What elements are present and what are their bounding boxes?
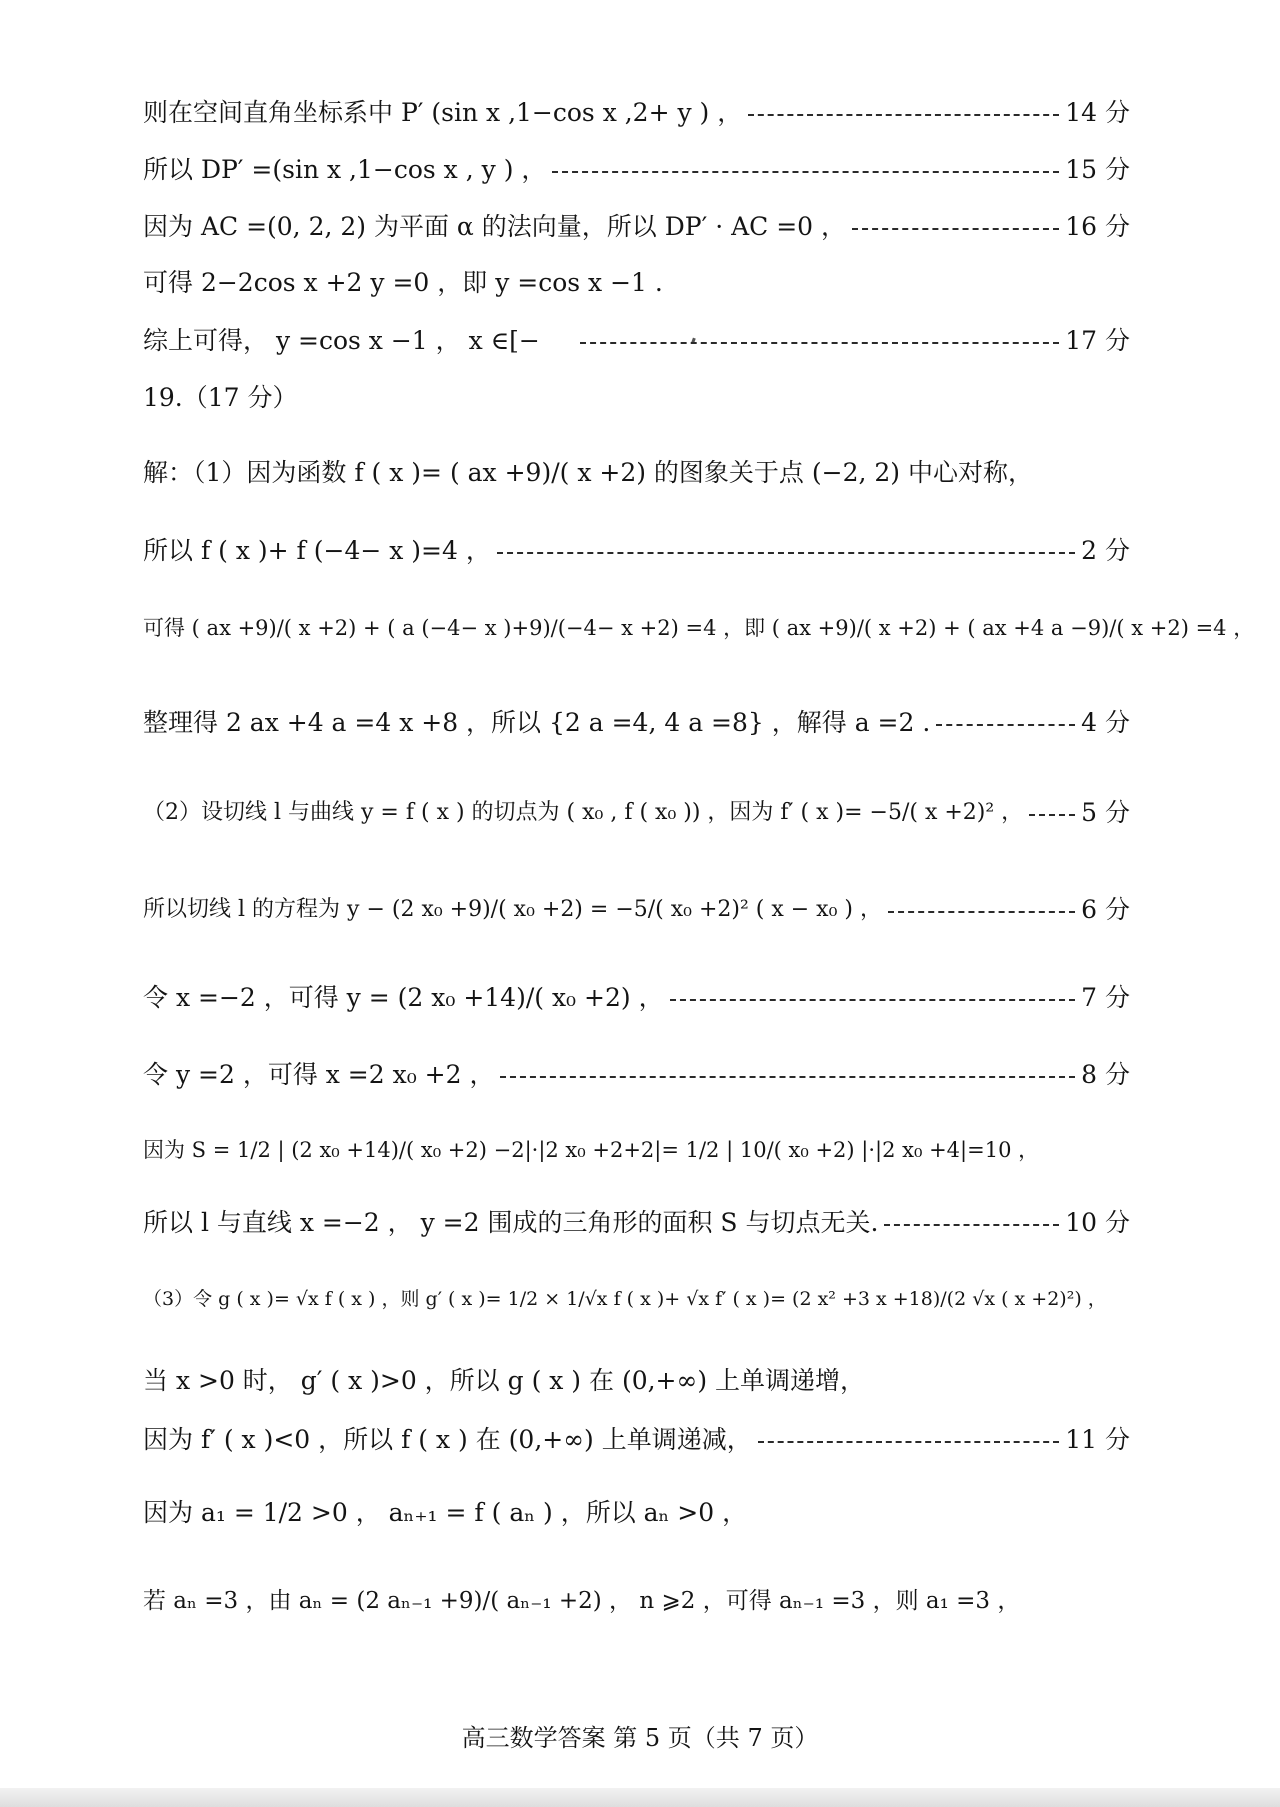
solution-line-13 [143,1062,1130,1087]
score-mark: 10 分 [1065,1208,1130,1237]
dotted-leader [497,552,1075,554]
line-text: 若 aₙ =3 ，由 aₙ = (2 aₙ₋₁ +9)/( aₙ₋₁ +2) ， n ⩾2 ，可得 aₙ₋₁ =3 ，则 a₁ =3 ， [143,1588,1021,1614]
line-text: 则在空间直角坐标系中 P′ (sin x ,1−cos x ,2+ y ) ， [143,98,743,127]
score-mark: 2 分 [1081,536,1130,565]
solution-line-part2 [143,800,1130,825]
solution-line-3 [143,214,1130,239]
solution-line-4 [143,270,663,295]
solution-line-14 [143,1140,1039,1161]
score-mark: 8 分 [1081,1060,1130,1089]
line-text: 解：（1）因为函数 f ( x )= ( ax +9)/( x +2) 的图象关于点 (−2, 2) 中心对称， [143,458,1033,487]
line-text: 当 x >0 时， g′ ( x )>0 ，所以 g ( x ) 在 (0,+∞) 上单调递增， [143,1366,866,1395]
score-mark: 4 分 [1081,708,1130,737]
score-mark: 15 分 [1065,155,1130,184]
line-text: 所以 l 与直线 x =−2 ， y =2 围成的三角形的面积 S 与切点无关. [143,1208,879,1237]
solution-line-18 [143,1427,1130,1452]
dotted-leader [552,171,1059,173]
dotted-leader [758,1441,1059,1443]
solution-line-2 [143,157,1130,182]
line-text: 综上可得， y =cos x −1 ， x ∈[− [143,326,540,355]
line-text: 可得 ( ax +9)/( x +2) + ( a (−4− x )+9)/(−4− x +2) =4 ，即 ( ax +9)/( x +2) + ( ax +4 a −9)/( x +2) =4 ， [143,616,1255,640]
dotted-leader [884,1224,1059,1226]
score-mark: 7 分 [1081,983,1130,1012]
line-text: 所以 DP′ =(sin x ,1−cos x , y ) ， [143,155,547,184]
line-text: （3）令 g ( x )= √x f ( x ) ，则 g′ ( x )= 1/2 × 1/√x f ( x )+ √x f′ ( x )= (2 x² +3 x +18)/(2 √x ( x +2)²) ， [143,1288,1107,1310]
scan-edge [0,1788,1280,1807]
solution-line-part3 [143,1290,1107,1309]
line-text: 因为 S = 1/2 | (2 x₀ +14)/( x₀ +2) −2|·|2 x₀ +2+2|= 1/2 | 10/( x₀ +2) |·|2 x₀ +4|=10 ， [143,1138,1040,1162]
line-text: 因为 AC =(0, 2, 2) 为平面 α 的法向量，所以 DP′ · AC =0 ， [143,212,847,241]
solution-line-17 [143,1368,865,1393]
score-mark: 11 分 [1065,1425,1130,1454]
solution-line-1 [143,100,1130,125]
score-mark: 16 分 [1065,212,1130,241]
dotted-leader [936,724,1075,726]
line-text: （2）设切线 l 与曲线 y = f ( x ) 的切点为 ( x₀ , f ( x₀ )) ，因为 f′ ( x )= −5/( x +2)² ， [143,799,1024,825]
solution-line-9 [143,710,1130,735]
solution-line-19 [143,1500,747,1525]
solution-line-part1 [143,460,1033,485]
line-text: 所以切线 l 的方程为 y − (2 x₀ +9)/( x₀ +2) = −5/( x₀ +2)² ( x − x₀ ) ， [143,896,882,922]
line-text: 令 x =−2 ，可得 y = (2 x₀ +14)/( x₀ +2) ， [143,983,664,1012]
line-text: 因为 f′ ( x )<0 ，所以 f ( x ) 在 (0,+∞) 上单调递减， [143,1425,752,1454]
page-footer: 高三数学答案 第 5 页（共 7 页） [461,1724,819,1752]
solution-line-20 [143,1590,1020,1613]
question-number: 19.（17 分） [143,383,298,412]
dotted-leader [1029,814,1075,816]
dotted-leader [888,911,1075,913]
solution-line-15 [143,1210,1130,1235]
dotted-leader [852,228,1059,230]
solution-line-12 [143,985,1130,1010]
line-text: 令 y =2 ，可得 x =2 x₀ +2 ， [143,1060,495,1089]
dotted-leader [500,1076,1075,1078]
solution-line-5 [143,328,1130,353]
line-text: 所以 f ( x )+ f (−4− x )=4 ， [143,536,491,565]
score-mark: 6 分 [1081,895,1130,924]
score-mark: 14 分 [1065,98,1130,127]
score-mark: 5 分 [1081,798,1130,827]
line-text: 整理得 2 ax +4 a =4 x +8 ，所以 {2 a =4, 4 a =8} ，解得 a =2 . [143,708,931,737]
dotted-leader [748,114,1059,116]
solution-line-11 [143,897,1130,922]
line-text: 因为 a₁ = 1/2 >0 ， aₙ₊₁ = f ( aₙ ) ，所以 aₙ >0 ， [143,1498,748,1527]
question-heading [143,385,298,410]
dotted-leader [580,342,1059,344]
solution-line-8 [143,618,1254,639]
score-mark: 17 分 [1065,326,1130,355]
solution-line-7 [143,538,1130,563]
dotted-leader [670,999,1076,1001]
line-text: 可得 2−2cos x +2 y =0 ，即 y =cos x −1 . [143,268,663,297]
